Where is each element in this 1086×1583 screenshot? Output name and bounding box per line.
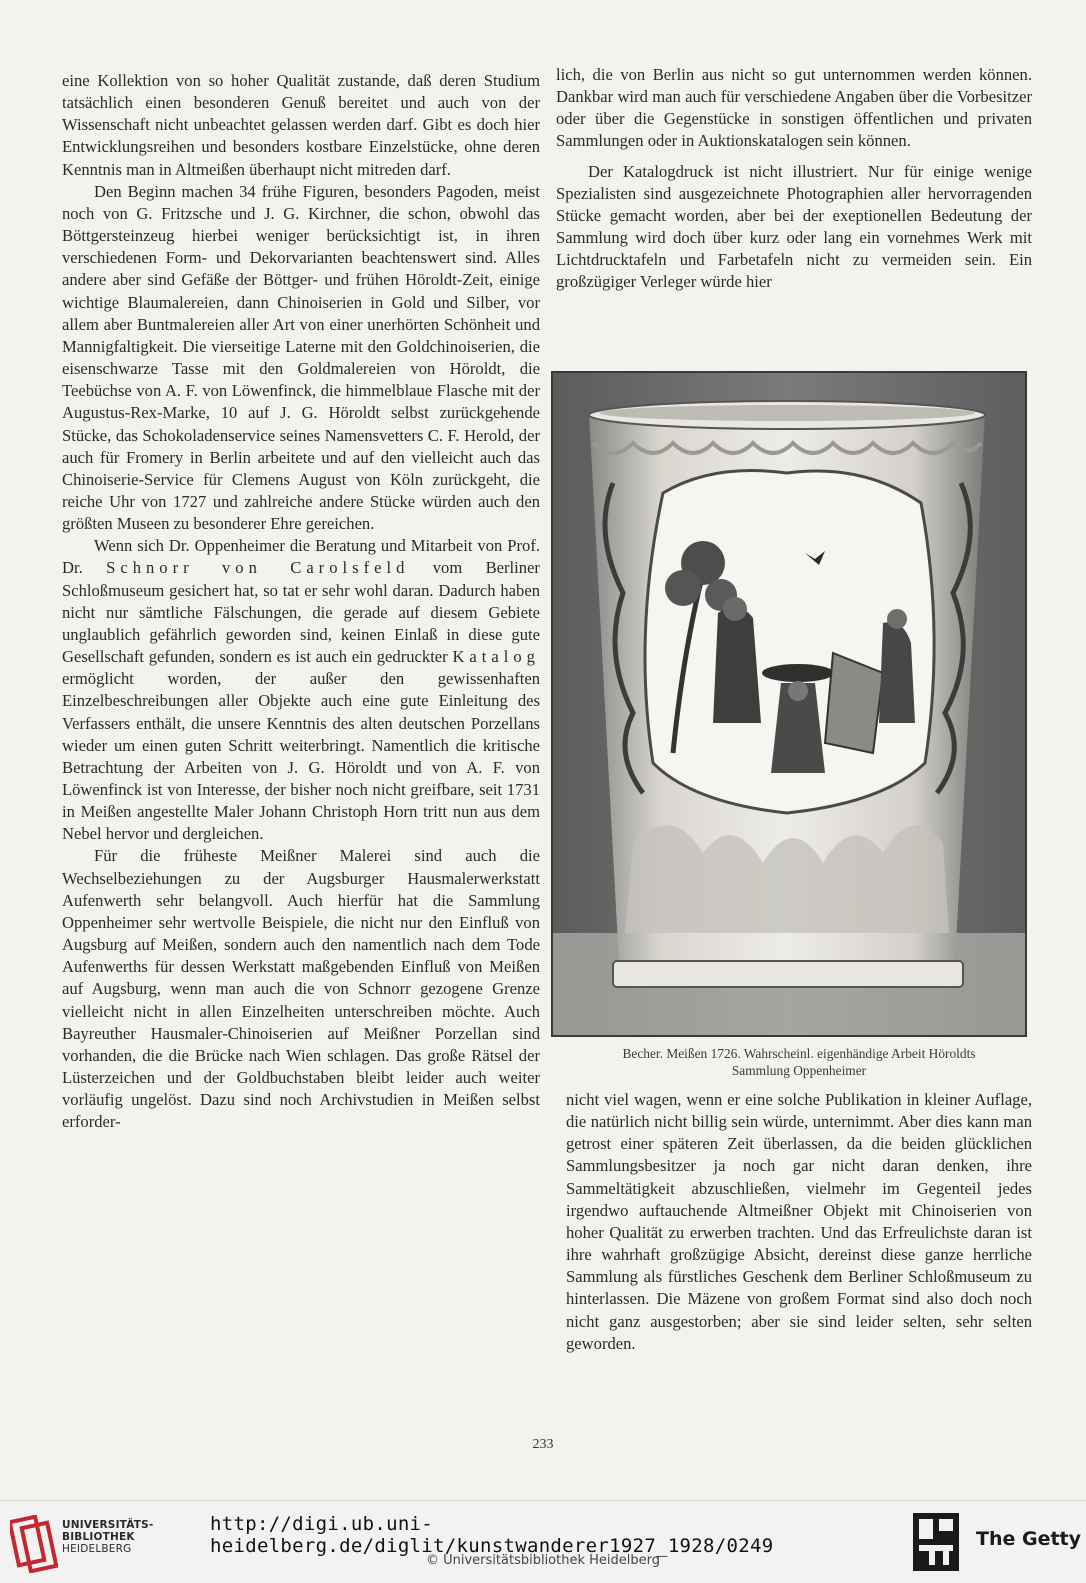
- right-text-column-top: [556, 64, 1032, 294]
- ub-heidelberg-wordmark: [62, 1519, 153, 1555]
- ub-line: UNIVERSITÄTS-: [62, 1519, 154, 1531]
- getty-logo-icon: [913, 1513, 959, 1571]
- ub-line: BIBLIOTHEK: [62, 1531, 135, 1543]
- paragraph: lich, die von Berlin aus nicht so gut unternommen werden können. Dankbar wird man auch für verschiedene Angaben über die Vorbesitzer oder über die Gegenstücke in sonstigen öffentlichen und privaten Sammlungen oder in Auktionskatalogen sein können.: [556, 65, 1032, 151]
- porcelain-beaker-image: [553, 373, 1025, 1035]
- paragraph: [62, 535, 540, 845]
- caption-line: Sammlung Oppenheimer: [731, 1063, 867, 1078]
- figure-caption: [556, 1045, 1042, 1079]
- text-run: Wenn sich Dr. Oppenheimer die Beratung und Mitarbeit von Prof. Dr.: [62, 536, 540, 578]
- text-run: vom Berliner Schloßmuseum gesichert hat, so tat er sehr wohl daran. Dadurch haben nicht nur sämtliche Fälschungen, die gerade auf diesem Gebiete unglaublich gefährlich geworden sind, keinen Einlaß in diese gute Gesellschaft gefunden, sondern es ist auch ein gedruckter: [62, 558, 540, 667]
- page-number: 233: [532, 1437, 554, 1452]
- ub-line: HEIDELBERG: [62, 1543, 132, 1555]
- paragraph: eine Kollektion von so hoher Qualität zustande, daß deren Studium tatsächlich einen besonderen Genuß bereitet und auch von der Wissenschaft nicht unbeachtet gelassen werden darf. Gibt es doch hier Entwicklungsreihen und besonders kostbare Einzelstücke, ohne deren Kenntnis man in Altmeißen überhaupt nicht mitreden darf.: [62, 71, 540, 179]
- paragraph: nicht viel wagen, wenn er eine solche Publikation in kleiner Auflage, die natürlich nicht billig sein würde, unternimmt. Aber dies kann man getrost einer späteren Zeit überlassen, da die beiden glücklichen Sammlungsbesitzer ja noch gar nicht daran denken, ihre Sammeltätigkeit abzuschließen, vielmehr im Gegenteil jedes irgendwo auftauchende Altmeißner Objekt mit Chinoiserien von hoher Qualität zu erwerben trachten. Und das Erfreulichste daran ist ihre wahrhaft großzügige Absicht, dereinst diese ganze herrliche Sammlung als fürstliches Geschenk dem Berliner Schloßmuseum zu hinterlassen. Die Mäzene von großem Format sind also doch noch nicht ganz ausgestorben; aber sie sind leider selten, sehr selten geworden.: [566, 1090, 1032, 1353]
- paragraph: Den Beginn machen 34 frühe Figuren, besonders Pagoden, meist noch von G. Fritzsche und J. G. Kirchner, die schon, obwohl das Böttgersteinzeug hierbei weniger berücksichtigt ist, in ihren verschiedenen Form- und Dekorvarianten beachtenswert sind. Alles andere aber sind Gefäße der Böttger- und frühen Höroldt-Zeit, einige wichtige Blaumalereien, dann Chinoiserien in Gold und Silber, vor allem aber Buntmalereien aller Art von einer unerhörten Schönheit und Mannigfaltigkeit. Die vierseitige Laterne mit den Goldchinoiserien, die eisenschwarze Tasse mit den Goldmalereien von Höroldt, die Teebüchse von A. F. von Löwenfinck, die himmelblaue Flasche mit der Augustus-Rex-Marke, 10 auf J. G. Höroldt selbst zurückgehende Stücke, das Schokoladenservice seines Namensvetters C. F. Herold, der auch für Fromery in Berlin arbeitete und auf den vielleicht auch das Chinoiserie-Service für Clemens August von Köln zurückgeht, die reiche Uhr von 1727 und zahlreiche andere Stücke würden auch den größten Museen zu besonderer Ehre gereichen.: [62, 181, 540, 534]
- permalink-url[interactable]: http://digi.ub.uni-heidelberg.de/diglit/kunstwanderer1927_1928/0249: [210, 1513, 774, 1557]
- paragraph: Der Katalogdruck ist nicht illustriert. Nur für einige wenige Spezialisten sind ausgezeichnete Photographien aller hervorragenden Stücke gemacht worden, aber bei der exeptionellen Bedeutung der Sammlung wird doch über kurz oder lang ein vornehmes Werk mit Lichtdrucktafeln und Farbetafeln nicht zu vermeiden sein. Ein großzügiger Verleger würde hier: [556, 161, 1032, 292]
- copyright-notice: © Universitätsbibliothek Heidelberg: [425, 1553, 660, 1568]
- caption-line: Becher. Meißen 1726. Wahrscheinl. eigenhändige Arbeit Höroldts: [622, 1046, 976, 1061]
- getty-wordmark: The Getty: [976, 1528, 1082, 1550]
- digitization-footer: [0, 1500, 1086, 1583]
- left-text-column: [62, 70, 540, 1134]
- spaced-name: Schnorr von Carolsfeld: [106, 558, 410, 578]
- beaker-photograph: [551, 371, 1027, 1037]
- paragraph: Für die früheste Meißner Malerei sind auch die Wechselbeziehungen zu der Augsburger Hausmalerwerkstatt Aufenwerth sehr belangvoll. Auch hierfür hat die Sammlung Oppenheimer sehr wertvolle Beispiele, die nicht nur den Einfluß von Augsburg auf Meißen, sondern auch den namentlich nach dem Tode Aufenwerths für dessen Werkstatt maßgebenden Einfluß von Meißen auf Augsburg, wenn man auch die von Schnorr gezogene Grenze vielleicht nicht in allen Einzelheiten unterschreiben möchte. Auch Bayreuther Hausmaler-Chinoiserien auf Meißner Porzellan sind vorhanden, die die Brücke nach Wien schlagen. Das große Rätsel der Lüsterzeichen und der Goldbuchstaben bleibt leider auch weiter vorläufig ungelöst. Dazu sind noch Archivstudien in Meißen selbst erforder-: [62, 846, 540, 1132]
- text-run: ermöglicht worden, der außer den gewissenhaften Einzelbeschreibungen aller Objekte auch eine gute Einleitung des Verfassers enthält, die unsere Kenntnis des alten deutschen Porzellans wieder um einen guten Schritt weiterbringt. Namentlich die kritische Betrachtung der Arbeiten von J. G. Höroldt und von A. F. von Löwenfinck ist von Interesse, der bisher noch nicht greifbare, seit 1731 in Meißen angestellte Maler Johann Christoph Horn tritt nun aus dem Nebel hervor und dergleichen.: [62, 669, 540, 844]
- right-text-column-bottom: [566, 1089, 1032, 1355]
- spaced-word: Katalog: [452, 647, 540, 667]
